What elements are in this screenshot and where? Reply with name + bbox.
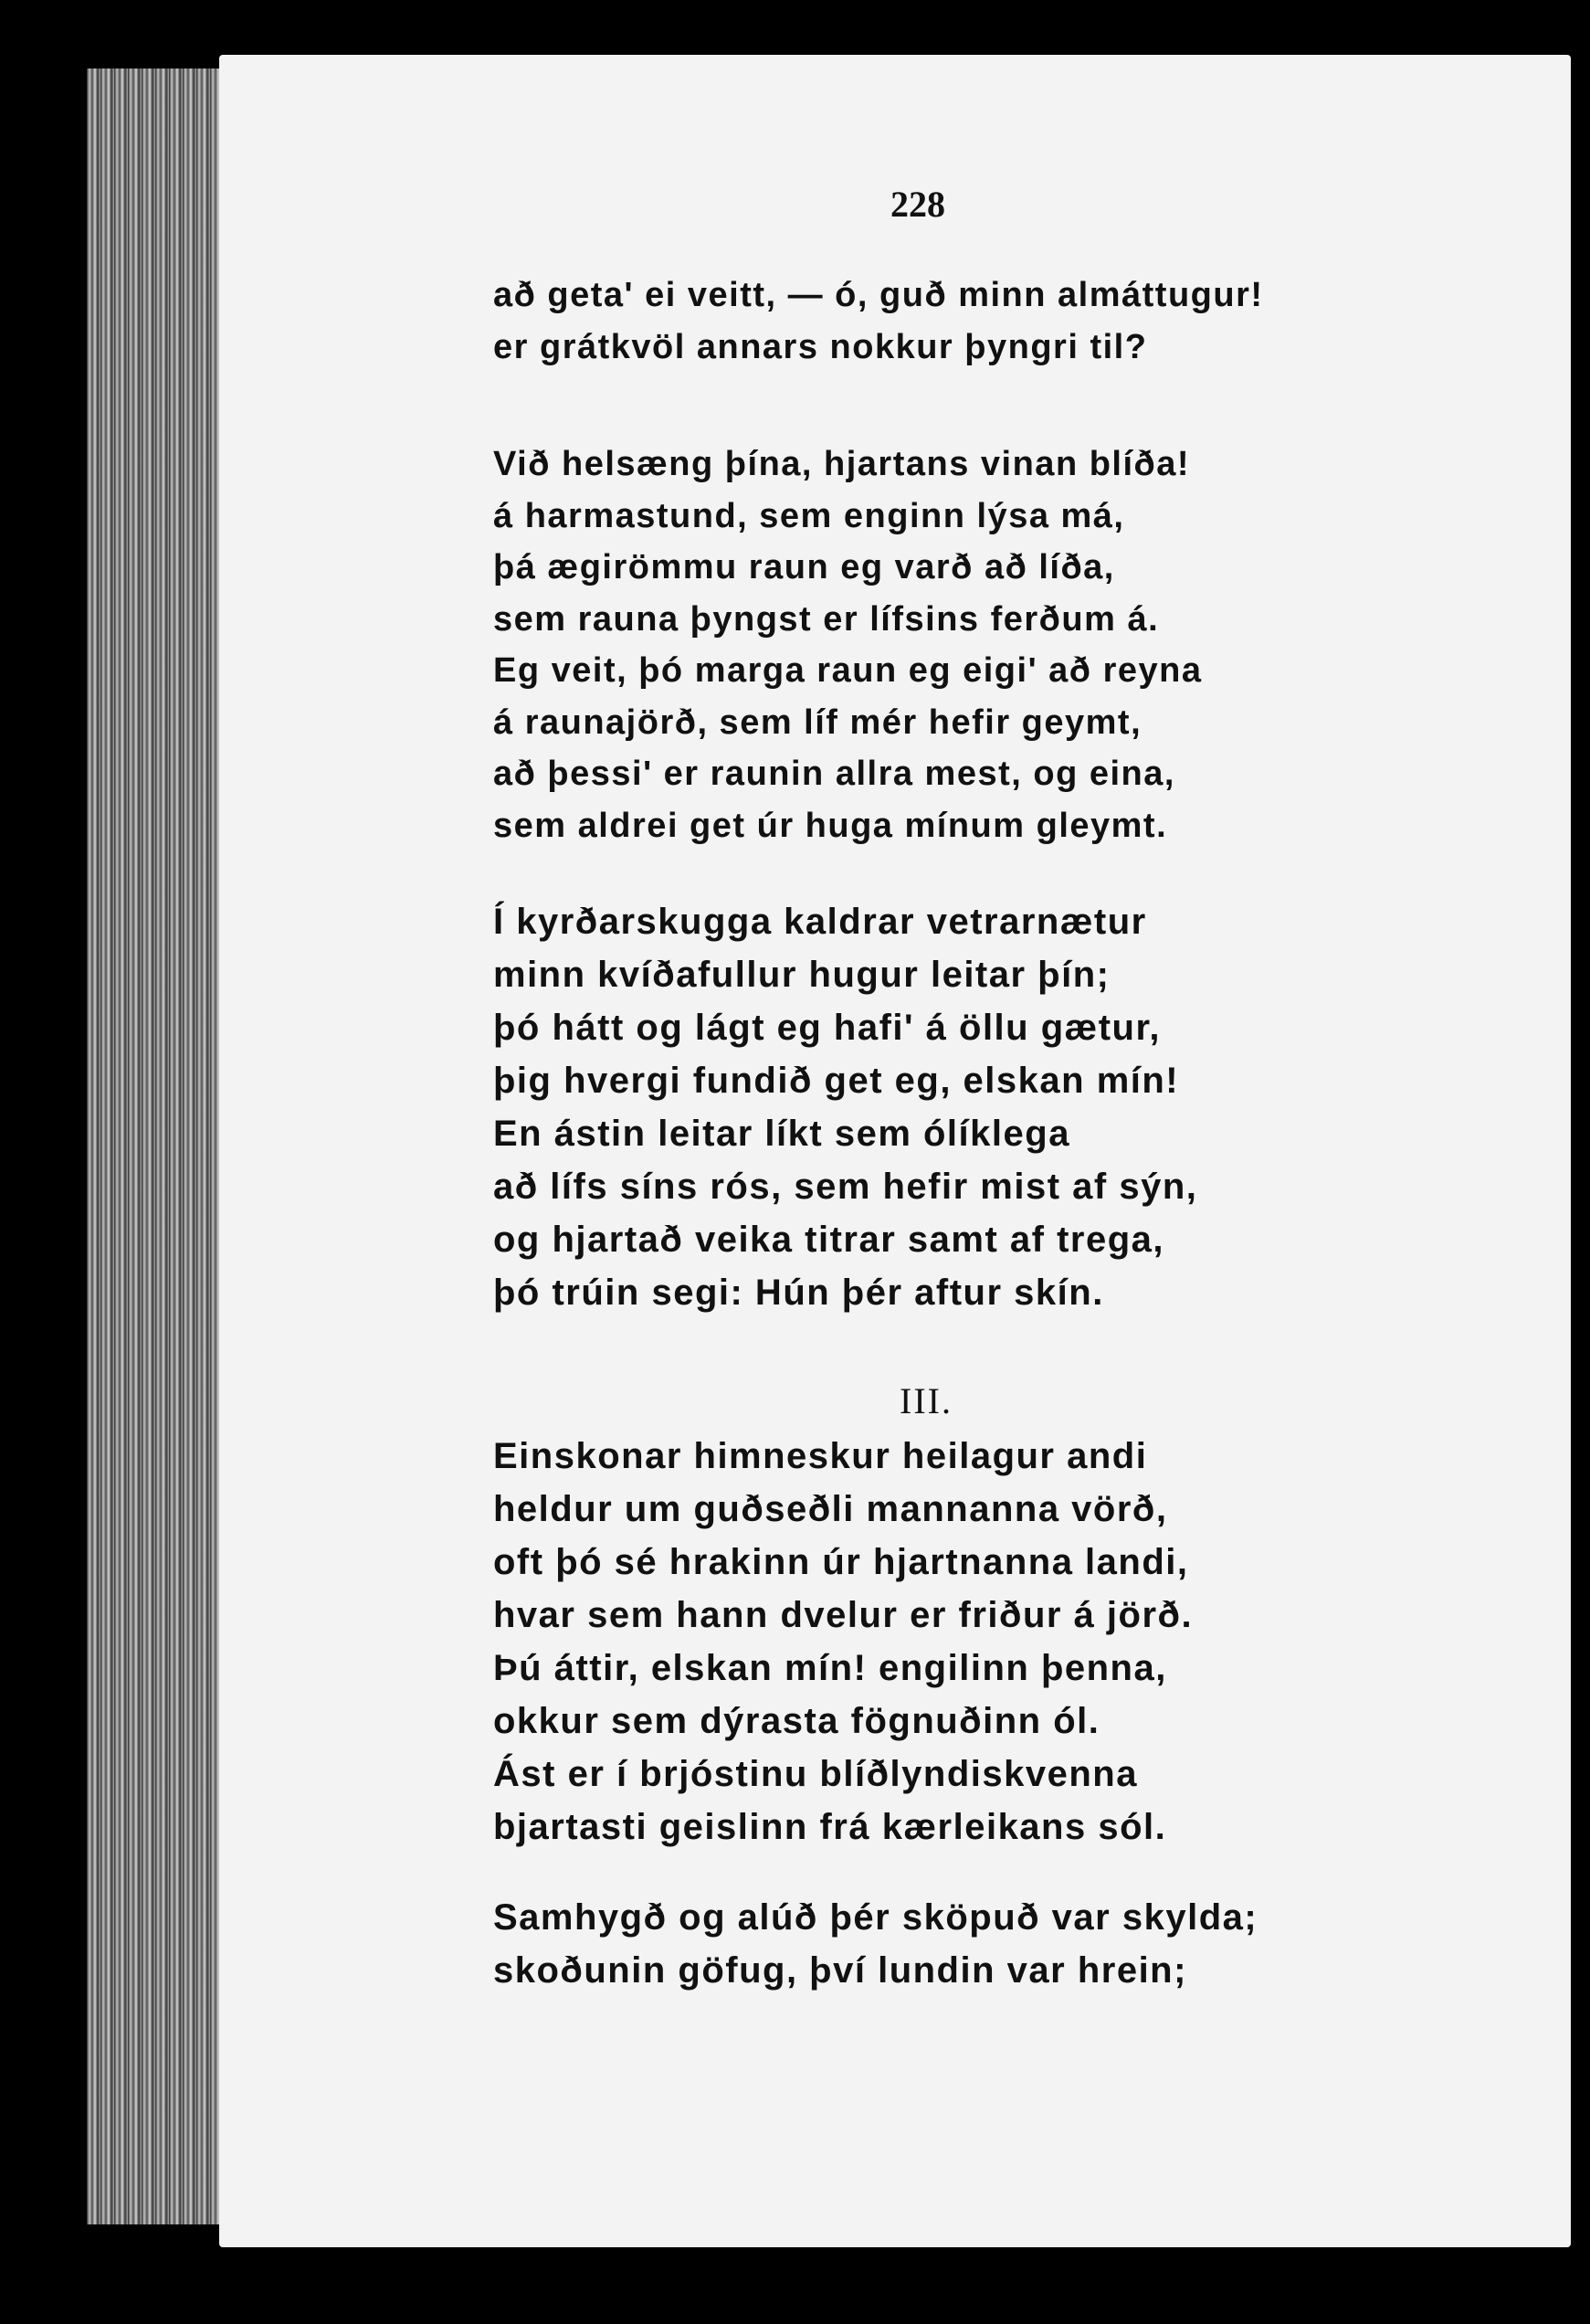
verse-line: að lífs síns rós, sem hefir mist af sýn,: [493, 1167, 1198, 1207]
verse-line: sem aldrei get úr huga mínum gleymt.: [493, 806, 1168, 845]
verse-line: minn kvíðafullur hugur leitar þín;: [493, 955, 1111, 995]
verse-line: Við helsæng þína, hjartans vinan blíða!: [493, 445, 1191, 483]
verse-line: er grátkvöl annars nokkur þyngri til?: [493, 327, 1148, 366]
section-heading: III.: [900, 1380, 953, 1421]
verse-line: þá ægirömmu raun eg varð að líða,: [493, 548, 1115, 586]
verse-line: á raunajörð, sem líf mér hefir geymt,: [493, 702, 1142, 742]
stanza-2: [493, 438, 1406, 851]
verse-line: að þessi' er raunin allra mest, og eina,: [493, 755, 1175, 793]
stanza-1: [493, 269, 1406, 373]
verse-line: á harmastund, sem enginn lýsa má,: [493, 496, 1125, 535]
verse-line: Einskonar himneskur heilagur andi: [493, 1436, 1148, 1476]
verse-line: heldur um guðseðli mannanna vörð,: [493, 1489, 1168, 1529]
verse-line: bjartasti geislinn frá kærleikans sól.: [493, 1807, 1167, 1847]
verse-line: þó hátt og lágt eg hafi' á öllu gætur,: [493, 1008, 1161, 1048]
verse-line: oft þó sé hrakinn úr hjartnanna landi,: [493, 1542, 1189, 1582]
stanza-3: [493, 895, 1406, 1319]
verse-line: og hjartað veika titrar samt af trega,: [493, 1220, 1165, 1260]
verse-line: En ástin leitar líkt sem ólíklega: [493, 1114, 1070, 1154]
verse-line: Eg veit, þó marga raun eg eigi' að reyna: [493, 651, 1203, 690]
verse-line: hvar sem hann dvelur er friður á jörð.: [493, 1595, 1194, 1635]
verse-line: Ást er í brjóstinu blíðlyndiskvenna: [493, 1754, 1138, 1794]
stanza-4: [493, 1430, 1406, 1854]
verse-line: skoðunin göfug, því lundin var hrein;: [493, 1950, 1187, 1991]
verse-line: sem rauna þyngst er lífsins ferðum á.: [493, 599, 1160, 639]
verse-line: Í kyrðarskugga kaldrar vetrarnætur: [493, 902, 1147, 942]
stanza-5: [493, 1891, 1406, 1997]
verse-line: Þú áttir, elskan mín! engilinn þenna,: [493, 1648, 1167, 1688]
verse-line: þig hvergi fundið get eg, elskan mín!: [493, 1061, 1180, 1101]
verse-line: okkur sem dýrasta fögnuðinn ól.: [493, 1701, 1100, 1741]
book-spine-edge: [87, 69, 233, 2224]
verse-line: Samhygð og alúð þér sköpuð var skylda;: [493, 1897, 1258, 1938]
page-number: 228: [890, 184, 945, 225]
verse-line: þó trúin segi: Hún þér aftur skín.: [493, 1273, 1104, 1313]
verse-line: að geta' ei veitt, — ó, guð minn almáttugur!: [493, 276, 1264, 314]
